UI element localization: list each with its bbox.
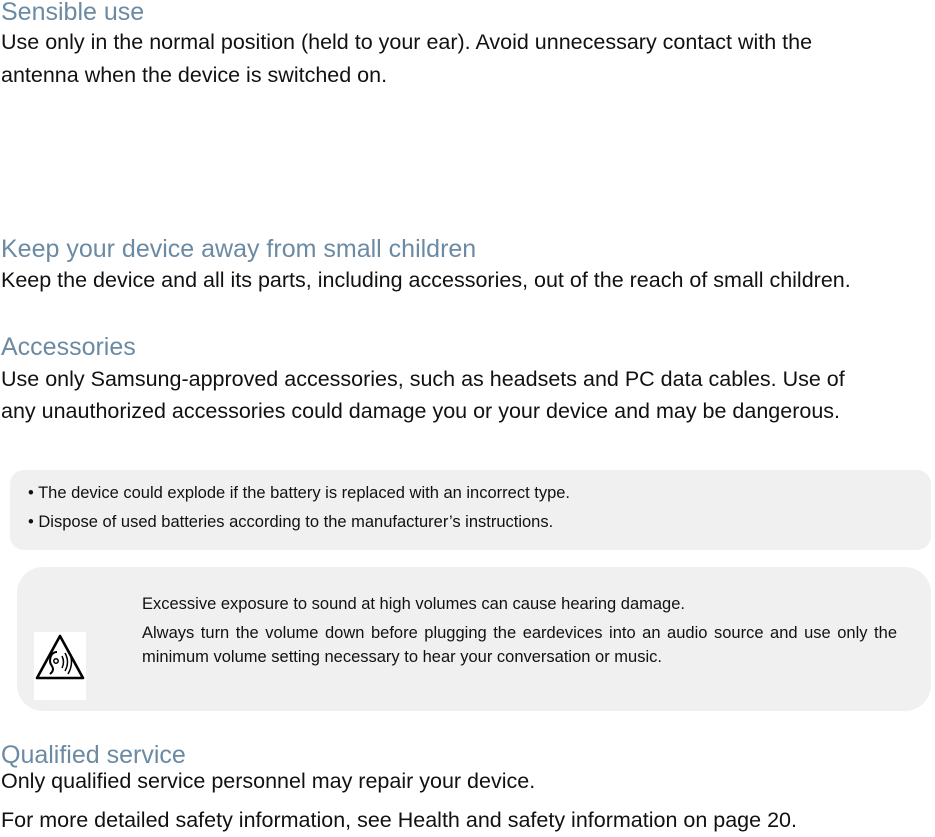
heading-small-children: Keep your device away from small children — [1, 235, 477, 263]
accessories-text-line-2: any unauthorized accessories could damage you or your device and may be dangerous. — [1, 399, 841, 423]
battery-warning-bullet-2: • Dispose of used batteries according to the manufacturer’s instructions. — [28, 513, 554, 531]
sensible-use-text-line-1: Use only in the normal position (held to your ear). Avoid unnecessary contact with the — [1, 30, 813, 54]
hearing-warning-title: Excessive exposure to sound at high volumes can cause hearing damage. — [142, 595, 685, 613]
heading-qualified-service: Qualified service — [1, 741, 186, 769]
heading-accessories: Accessories — [1, 333, 136, 361]
accessories-text-line-1: Use only Samsung-approved accessories, such as headsets and PC data cables. Use of — [1, 367, 845, 391]
qualified-service-text-line-2: For more detailed safety information, see Health and safety information on page 20. — [1, 808, 797, 832]
qualified-service-text-line-1: Only qualified service personnel may repair your device. — [1, 769, 536, 793]
battery-warning-note — [10, 470, 931, 550]
sensible-use-text-line-2: antenna when the device is switched on. — [1, 63, 388, 87]
battery-warning-bullet-1: • The device could explode if the battery is replaced with an incorrect type. — [28, 484, 571, 502]
small-children-text: Keep the device and all its parts, including accessories, out of the reach of small children. — [1, 268, 851, 292]
hearing-warning-note — [17, 567, 931, 711]
heading-sensible-use: Sensible use — [1, 0, 145, 26]
hearing-warning-paragraph: Always turn the volume down before plugging the eardevices into an audio source and use only the minimum volume setting necessary to hear your conversation or music. — [142, 624, 897, 666]
hearing-damage-warning-icon — [34, 632, 86, 700]
